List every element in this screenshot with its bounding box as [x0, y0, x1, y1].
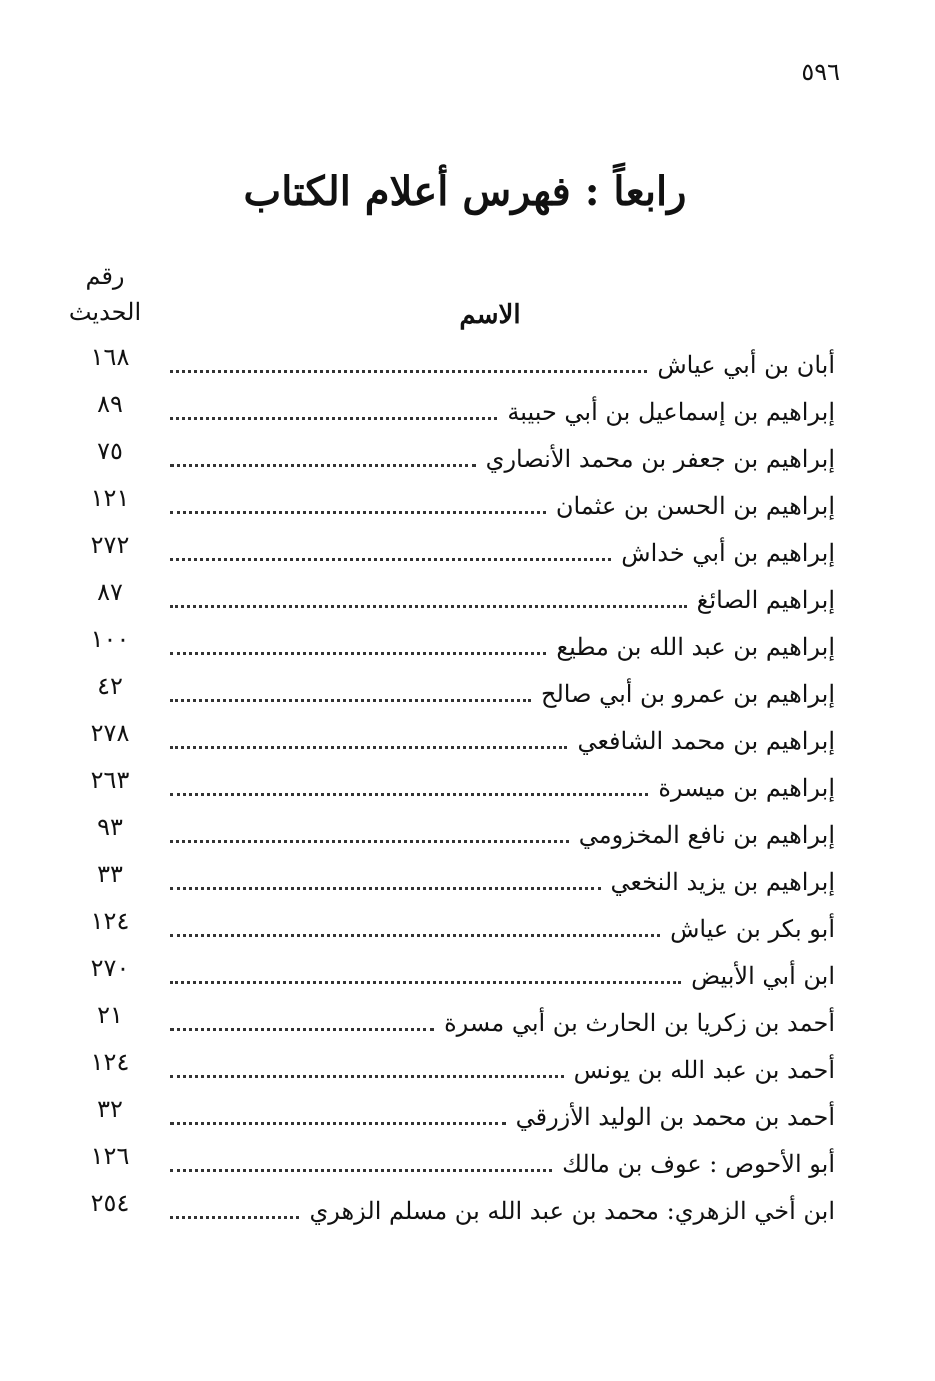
index-entry	[60, 575, 835, 622]
dot-leader	[170, 557, 611, 561]
dot-leader	[170, 1168, 552, 1172]
dot-leader	[170, 933, 660, 937]
entry-name: ابن أبي الأبيض	[691, 962, 835, 990]
dot-leader	[170, 980, 681, 984]
name-column-header: الاسم	[459, 300, 521, 330]
hadith-number-column-header	[40, 258, 170, 330]
entry-name: أبان بن أبي عياش	[657, 351, 835, 379]
index-entry	[60, 904, 835, 951]
entry-hadith-number: ٣٣	[97, 860, 123, 888]
entry-hadith-number: ٨٩	[97, 390, 123, 418]
entry-name: إبراهيم بن الحسن بن عثمان	[555, 492, 835, 520]
dot-leader	[170, 1121, 506, 1125]
dot-leader	[170, 416, 497, 420]
entry-name: إبراهيم بن ميسرة	[658, 774, 835, 802]
index-entry	[60, 716, 835, 763]
entry-hadith-number: ٢٥٤	[90, 1189, 130, 1217]
index-entry	[60, 1092, 835, 1139]
entry-hadith-number: ١٢٤	[90, 1048, 130, 1076]
index-entry	[60, 340, 835, 387]
hadith-number-header-line1: رقم	[85, 262, 125, 290]
entry-name: إبراهيم الصائغ	[696, 586, 835, 614]
index-entry	[60, 481, 835, 528]
hadith-number-header-line2: الحديث	[68, 298, 142, 326]
page-number: ٥٩٦	[801, 58, 840, 86]
entry-hadith-number: ١٠٠	[90, 625, 130, 653]
entry-name: أحمد بن محمد بن الوليد الأزرقي	[515, 1103, 835, 1131]
entry-name: إبراهيم بن إسماعيل بن أبي حبيبة	[507, 398, 835, 426]
entry-name: أبو بكر بن عياش	[670, 915, 835, 943]
index-entries	[60, 340, 835, 1233]
entry-hadith-number: ١٢٦	[90, 1142, 130, 1170]
index-entry	[60, 857, 835, 904]
index-entry	[60, 669, 835, 716]
dot-leader	[170, 792, 648, 796]
index-entry	[60, 434, 835, 481]
dot-leader	[170, 698, 531, 702]
index-entry	[60, 387, 835, 434]
entry-name: إبراهيم بن نافع المخزومي	[578, 821, 835, 849]
entry-hadith-number: ٢٧٢	[90, 531, 130, 559]
dot-leader	[170, 369, 647, 373]
dot-leader	[170, 886, 601, 890]
index-entry	[60, 998, 835, 1045]
dot-leader	[170, 651, 546, 655]
dot-leader	[170, 839, 569, 843]
entry-name: ابن أخي الزهري: محمد بن عبد الله بن مسلم الزهري	[309, 1197, 835, 1225]
index-title: رابعاً : فهرس أعلام الكتاب	[243, 168, 687, 215]
entry-hadith-number: ١٢٤	[90, 907, 130, 935]
entry-hadith-number: ٨٧	[97, 578, 123, 606]
entry-hadith-number: ٢٧٨	[90, 719, 130, 747]
index-entry	[60, 951, 835, 998]
dot-leader	[170, 510, 546, 514]
entry-name: إبراهيم بن عمرو بن أبي صالح	[540, 680, 835, 708]
dot-leader	[170, 463, 476, 467]
index-entry	[60, 1045, 835, 1092]
entry-name: أحمد بن زكريا بن الحارث بن أبي مسرة	[444, 1009, 835, 1037]
entry-hadith-number: ٤٢	[97, 672, 123, 700]
index-entry	[60, 1186, 835, 1233]
dot-leader	[170, 1215, 299, 1219]
dot-leader	[170, 1074, 564, 1078]
index-entry	[60, 622, 835, 669]
entry-name: إبراهيم بن عبد الله بن مطيع	[556, 633, 835, 661]
entry-name: أحمد بن عبد الله بن يونس	[573, 1056, 835, 1084]
entry-hadith-number: ٧٥	[97, 437, 123, 465]
entry-name: إبراهيم بن أبي خداش	[621, 539, 835, 567]
entry-hadith-number: ٣٢	[97, 1095, 123, 1123]
dot-leader	[170, 745, 567, 749]
entry-name: إبراهيم بن يزيد النخعي	[610, 868, 835, 896]
entry-name: إبراهيم بن محمد الشافعي	[577, 727, 835, 755]
entry-name: إبراهيم بن جعفر بن محمد الأنصاري	[485, 445, 835, 473]
dot-leader	[170, 1027, 434, 1031]
entry-name: أبو الأحوص : عوف بن مالك	[562, 1150, 835, 1178]
index-entry	[60, 1139, 835, 1186]
entry-hadith-number: ٢١	[97, 1001, 123, 1029]
entry-hadith-number: ١٢١	[90, 484, 130, 512]
index-entry	[60, 528, 835, 575]
index-entry	[60, 763, 835, 810]
entry-hadith-number: ١٦٨	[90, 343, 130, 371]
entry-hadith-number: ٩٣	[97, 813, 123, 841]
entry-hadith-number: ٢٦٣	[90, 766, 130, 794]
index-entry	[60, 810, 835, 857]
dot-leader	[170, 604, 687, 608]
entry-hadith-number: ٢٧٠	[90, 954, 130, 982]
